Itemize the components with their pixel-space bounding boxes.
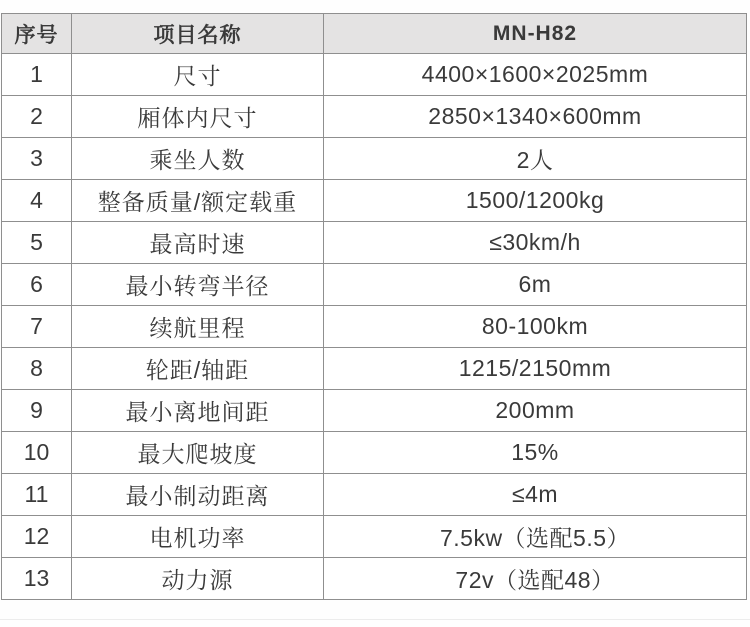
header-col-index: 序号 (2, 14, 72, 54)
header-col-model: MN-H82 (324, 14, 747, 54)
row-index: 7 (2, 306, 72, 348)
table-row (2, 516, 747, 558)
table-row (2, 138, 747, 180)
row-value: 7.5kw（选配5.5） (324, 516, 747, 558)
row-value: 4400×1600×2025mm (324, 54, 747, 96)
row-item-name: 轮距/轴距 (72, 348, 324, 390)
spec-table (1, 13, 747, 600)
row-value: 1215/2150mm (324, 348, 747, 390)
bottom-divider (0, 619, 750, 620)
row-value: ≤4m (324, 474, 747, 516)
row-index: 12 (2, 516, 72, 558)
table-row (2, 96, 747, 138)
row-index: 2 (2, 96, 72, 138)
row-index: 11 (2, 474, 72, 516)
row-index: 1 (2, 54, 72, 96)
row-value: 72v（选配48） (324, 558, 747, 600)
table-row (2, 348, 747, 390)
row-item-name: 最小离地间距 (72, 390, 324, 432)
table-row (2, 432, 747, 474)
table-row (2, 54, 747, 96)
row-item-name: 最高时速 (72, 222, 324, 264)
row-index: 13 (2, 558, 72, 600)
row-value: 15% (324, 432, 747, 474)
row-index: 5 (2, 222, 72, 264)
row-index: 10 (2, 432, 72, 474)
row-item-name: 整备质量/额定载重 (72, 180, 324, 222)
header-row (2, 14, 747, 54)
row-item-name: 厢体内尺寸 (72, 96, 324, 138)
table-row (2, 558, 747, 600)
row-index: 8 (2, 348, 72, 390)
row-item-name: 最小转弯半径 (72, 264, 324, 306)
row-value: 2850×1340×600mm (324, 96, 747, 138)
row-index: 4 (2, 180, 72, 222)
row-value: 1500/1200kg (324, 180, 747, 222)
row-value: 2人 (324, 138, 747, 180)
table-row (2, 390, 747, 432)
spec-table-body (2, 54, 747, 600)
row-index: 3 (2, 138, 72, 180)
row-item-name: 最大爬坡度 (72, 432, 324, 474)
row-value: 6m (324, 264, 747, 306)
row-item-name: 续航里程 (72, 306, 324, 348)
header-col-item-name: 项目名称 (72, 14, 324, 54)
table-row (2, 264, 747, 306)
row-item-name: 电机功率 (72, 516, 324, 558)
table-row (2, 222, 747, 264)
row-item-name: 最小制动距离 (72, 474, 324, 516)
row-value: 200mm (324, 390, 747, 432)
row-item-name: 乘坐人数 (72, 138, 324, 180)
row-value: ≤30km/h (324, 222, 747, 264)
row-index: 9 (2, 390, 72, 432)
row-index: 6 (2, 264, 72, 306)
table-row (2, 180, 747, 222)
row-value: 80-100km (324, 306, 747, 348)
row-item-name: 动力源 (72, 558, 324, 600)
table-row (2, 306, 747, 348)
table-row (2, 474, 747, 516)
row-item-name: 尺寸 (72, 54, 324, 96)
